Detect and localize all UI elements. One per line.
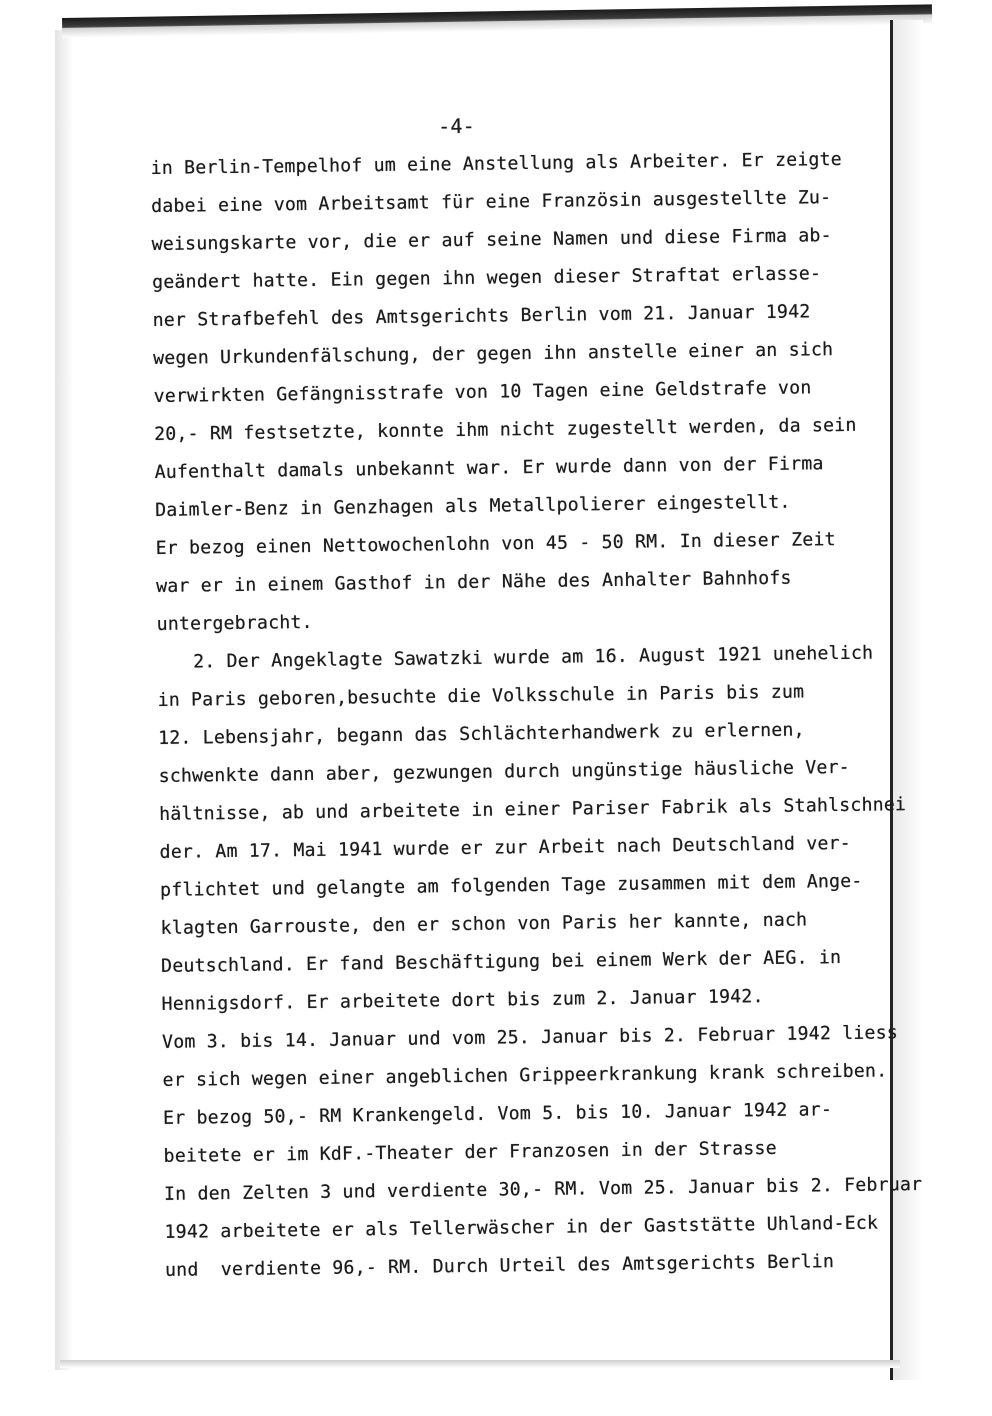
text-line: beitete er im KdF.-Theater der Franzosen in der Strasse xyxy=(163,1137,777,1167)
text-line: pflichtet und gelangte am folgenden Tage zusammen mit dem Ange- xyxy=(159,870,863,901)
text-line: dabei eine vom Arbeitsamt für eine Französin ausgestellte Zu- xyxy=(151,187,832,217)
text-line: Hennigsdorf. Er arbeitete dort bis zum 2. Januar 1942. xyxy=(161,986,764,1015)
text-line: Vom 3. bis 14. Januar und vom 25. Januar bis 2. Februar 1942 liess xyxy=(161,1022,899,1053)
text-line: in Berlin-Tempelhof um eine Anstellung als Arbeiter. Er zeigte xyxy=(150,148,843,179)
text-line: Er bezog 50,- RM Krankengeld. Vom 5. bis 10. Januar 1942 ar- xyxy=(162,1099,833,1129)
text-line: geändert hatte. Ein gegen ihn wegen dieser Straftat erlasse- xyxy=(152,263,822,293)
text-line: in Paris geboren,besuchte die Volksschule in Paris bis zum xyxy=(157,681,805,711)
text-line: wegen Urkundenfälschung, der gegen ihn anstelle einer an sich xyxy=(153,339,834,369)
page-number: -4- xyxy=(437,113,476,139)
text-line: untergebracht. xyxy=(156,611,313,635)
typewritten-text xyxy=(150,108,923,1281)
scan-shadow-left xyxy=(55,30,73,1370)
text-line: Er bezog einen Nettowochenlohn von 45 - 50 RM. In dieser Zeit xyxy=(155,529,836,559)
text-line: weisungskarte vor, die er auf seine Namen und diese Firma ab- xyxy=(151,225,832,255)
text-line: 20,- RM festsetzte, konnte ihm nicht zugestellt werden, da sein xyxy=(154,414,857,445)
text-line: Deutschland. Er fand Beschäftigung bei einem Werk der AEG. in xyxy=(160,947,842,977)
text-line: Aufenthalt damals unbekannt war. Er wurde dann von der Firma xyxy=(154,453,824,483)
text-line: und verdiente 96,- RM. Durch Urteil des Amtsgerichts Berlin xyxy=(164,1251,835,1281)
text-line: schwenkte dann aber, gezwungen durch ungünstige häusliche Ver- xyxy=(158,756,850,787)
text-line: verwirkten Gefängnisstrafe von 10 Tagen eine Geldstrafe von xyxy=(153,377,812,407)
scan-edge-bottom xyxy=(60,1360,900,1368)
text-line: hältnisse, ab und arbeitete in einer Pariser Fabrik als Stahlschnei xyxy=(158,794,907,825)
text-line: 12. Lebensjahr, begann das Schlächterhandwerk zu erlernen, xyxy=(157,719,805,749)
text-line: war er in einem Gasthof in der Nähe des Anhalter Bahnhofs xyxy=(155,567,792,597)
text-line: er sich wegen einer angeblichen Grippeerkrankung krank schreiben. xyxy=(162,1060,888,1091)
text-line: der. Am 17. Mai 1941 wurde er zur Arbeit nach Deutschland ver- xyxy=(159,832,851,863)
text-line: klagten Garrouste, den er schon von Paris her kannte, nach xyxy=(160,909,808,939)
text-line: In den Zelten 3 und verdiente 30,- RM. Vom 25. Januar bis 2. Februar xyxy=(163,1173,923,1205)
text-line: 2. Der Angeklagte Sawatzki wurde am 16. August 1921 unehelich xyxy=(192,642,874,673)
text-line: ner Strafbefehl des Amtsgerichts Berlin vom 21. Januar 1942 xyxy=(152,301,811,331)
text-line: Daimler-Benz in Genzhagen als Metallpolierer eingestellt. xyxy=(155,491,791,521)
text-line: 1942 arbeitete er als Tellerwäscher in der Gaststätte Uhland-Eck xyxy=(164,1212,879,1243)
